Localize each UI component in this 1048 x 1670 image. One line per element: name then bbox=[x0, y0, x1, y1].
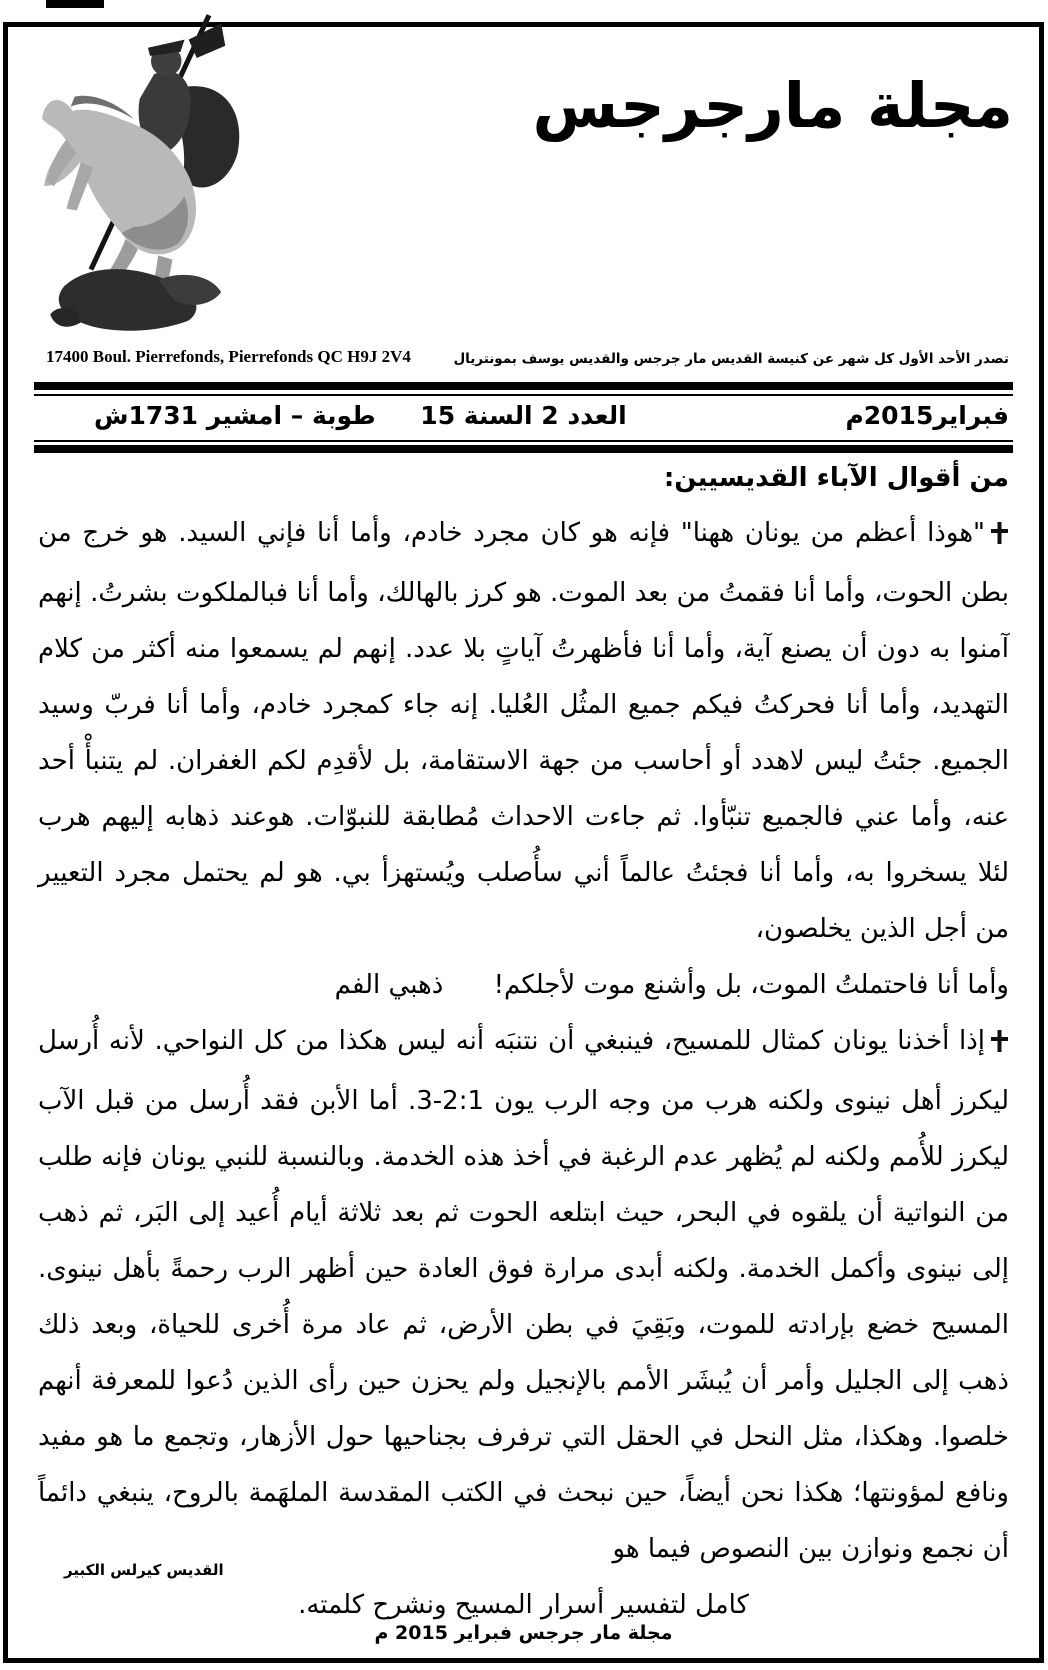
cross-icon bbox=[990, 1017, 1009, 1073]
date-gregorian: فبراير2015م bbox=[845, 401, 1009, 430]
issue-info-bar bbox=[8, 396, 1039, 432]
address-row bbox=[8, 337, 1039, 367]
saying-text: "هوذا أعظم من يونان ههنا" فإنه هو كان مجرد خادم، وأما أنا فإني السيد. هو خرج من بطن الحوت، وأما أنا فقمتُ من بعد الموت. هو كرز بالهالك، وأما أنا فبالملكوت بشرتُ. إنهم آمنوا به دون أن يصنع آية، وأما أنا فأظهرتُ آياتٍ بلا عدد. إنهم لم يسمعوا منه أكثر من كلام التهديد، وأما أنا فحركتُ فيكم جميع المثُل العُليا. إنه جاء كمجرد خادم، وأما أنا فربّ وسيد الجميع. جئتُ ليس لاهدد أو أحاسب من جهة الاستقامة، بل لأقدِم لكم الغفران. لم يتنبأْ أحد عنه، وأما عني فالجميع تنبّأوا. ثم جاءت الاحداث مُطابقة للنبوّات. هوعند ذهابه إليهم هرب لئلا يسخروا به، وأما أنا فجئتُ عالماً أني سأُصلب ويُستهزأ بي. هو لم يحتمل مجرد التعيير من أجل الذين يخلصون، bbox=[38, 518, 1009, 944]
magazine-title: مجلة مارجرجس bbox=[532, 69, 1013, 142]
article-author: القديس كيرلس الكبير bbox=[64, 1561, 224, 1579]
issue-number: العدد 2 السنة 15 bbox=[420, 401, 627, 430]
page-footer: مجلة مار جرجس فبراير 2015 م bbox=[374, 1622, 673, 1644]
divider-thin-bottom bbox=[34, 440, 1013, 442]
pennant-strip bbox=[46, 0, 104, 8]
saying-closing-line bbox=[38, 957, 1009, 1013]
masthead bbox=[8, 27, 1039, 337]
st-george-image bbox=[36, 11, 268, 341]
saying-attribution: ذهبي الفم bbox=[334, 970, 444, 1000]
st-george-illustration bbox=[36, 11, 268, 341]
article bbox=[38, 461, 1009, 1633]
cross-icon bbox=[990, 509, 1009, 565]
issued-by-line: تصدر الأحد الأول كل شهر عن كنيسة القديس مار جرجس والقديس يوسف بمونتريال bbox=[453, 351, 1009, 367]
church-address: 17400 Boul. Pierrefonds, Pierrefonds QC H9J 2V4 bbox=[46, 347, 411, 366]
closing-text: وأما أنا فاحتملتُ الموت، بل وأشنع موت لأجلكم! bbox=[493, 970, 1009, 1000]
saying-paragraph bbox=[38, 1013, 1009, 1577]
article-heading: من أقوال الآباء القديسيين: bbox=[663, 463, 1009, 493]
divider-thick-bottom bbox=[34, 445, 1013, 453]
date-coptic: طوبة – امشير 1731ش bbox=[94, 401, 376, 430]
saying-closing-line: كامل لتفسير أسرار المسيح ونشرح كلمته. bbox=[298, 1590, 749, 1620]
saying-text: إذا أخذنا يونان كمثال للمسيح، فينبغي أن نتنبَه أنه ليس هكذا من كل النواحي. لأنه أُرسل ليكرز أهل نينوى ولكنه هرب من وجه الرب يون 2:1-3. أما الأبن فقد أُرسل من قبل الآب ليكرز للأُمم ولكنه لم يُظهر عدم الرغبة في أخذ هذه الخدمة. وبالنسبة للنبي يونان فإنه طلب من النواتية أن يلقوه في البحر، حيث ابتلعه الحوت ثم بعد ثلاثة أيام أُعيد إلى البَر، ثم ذهب إلى نينوى وأكمل الخدمة. ولكنه أبدى مرارة فوق العادة حين أظهر الرب رحمةً بأهل نينوى. المسيح خضع بإرادته للموت، وبَقِيَ في بطن الأرض، ثم عاد مرة أُخرى للحياة، وبعد ذلك ذهب إلى الجليل وأمر أن يُبشَر الأمم بالإنجيل ولم يحزن حين رأى الذين دُعوا للمعرفة أنهم خلصوا. وهكذا، مثل النحل في الحقل التي ترفرف بجناحيها حول الأزهار، وتجمع ما هو مفيد ونافع لمؤونتها؛ هكذا نحن أيضاً، حين نبحث في الكتب المقدسة الملهَمة بالروح، ينبغي دائماً أن نجمع ونوازن بين النصوص فيما هو bbox=[38, 1026, 1009, 1564]
divider-thick-top bbox=[34, 382, 1013, 390]
page-border bbox=[3, 22, 1044, 1663]
saying-paragraph bbox=[38, 505, 1009, 957]
